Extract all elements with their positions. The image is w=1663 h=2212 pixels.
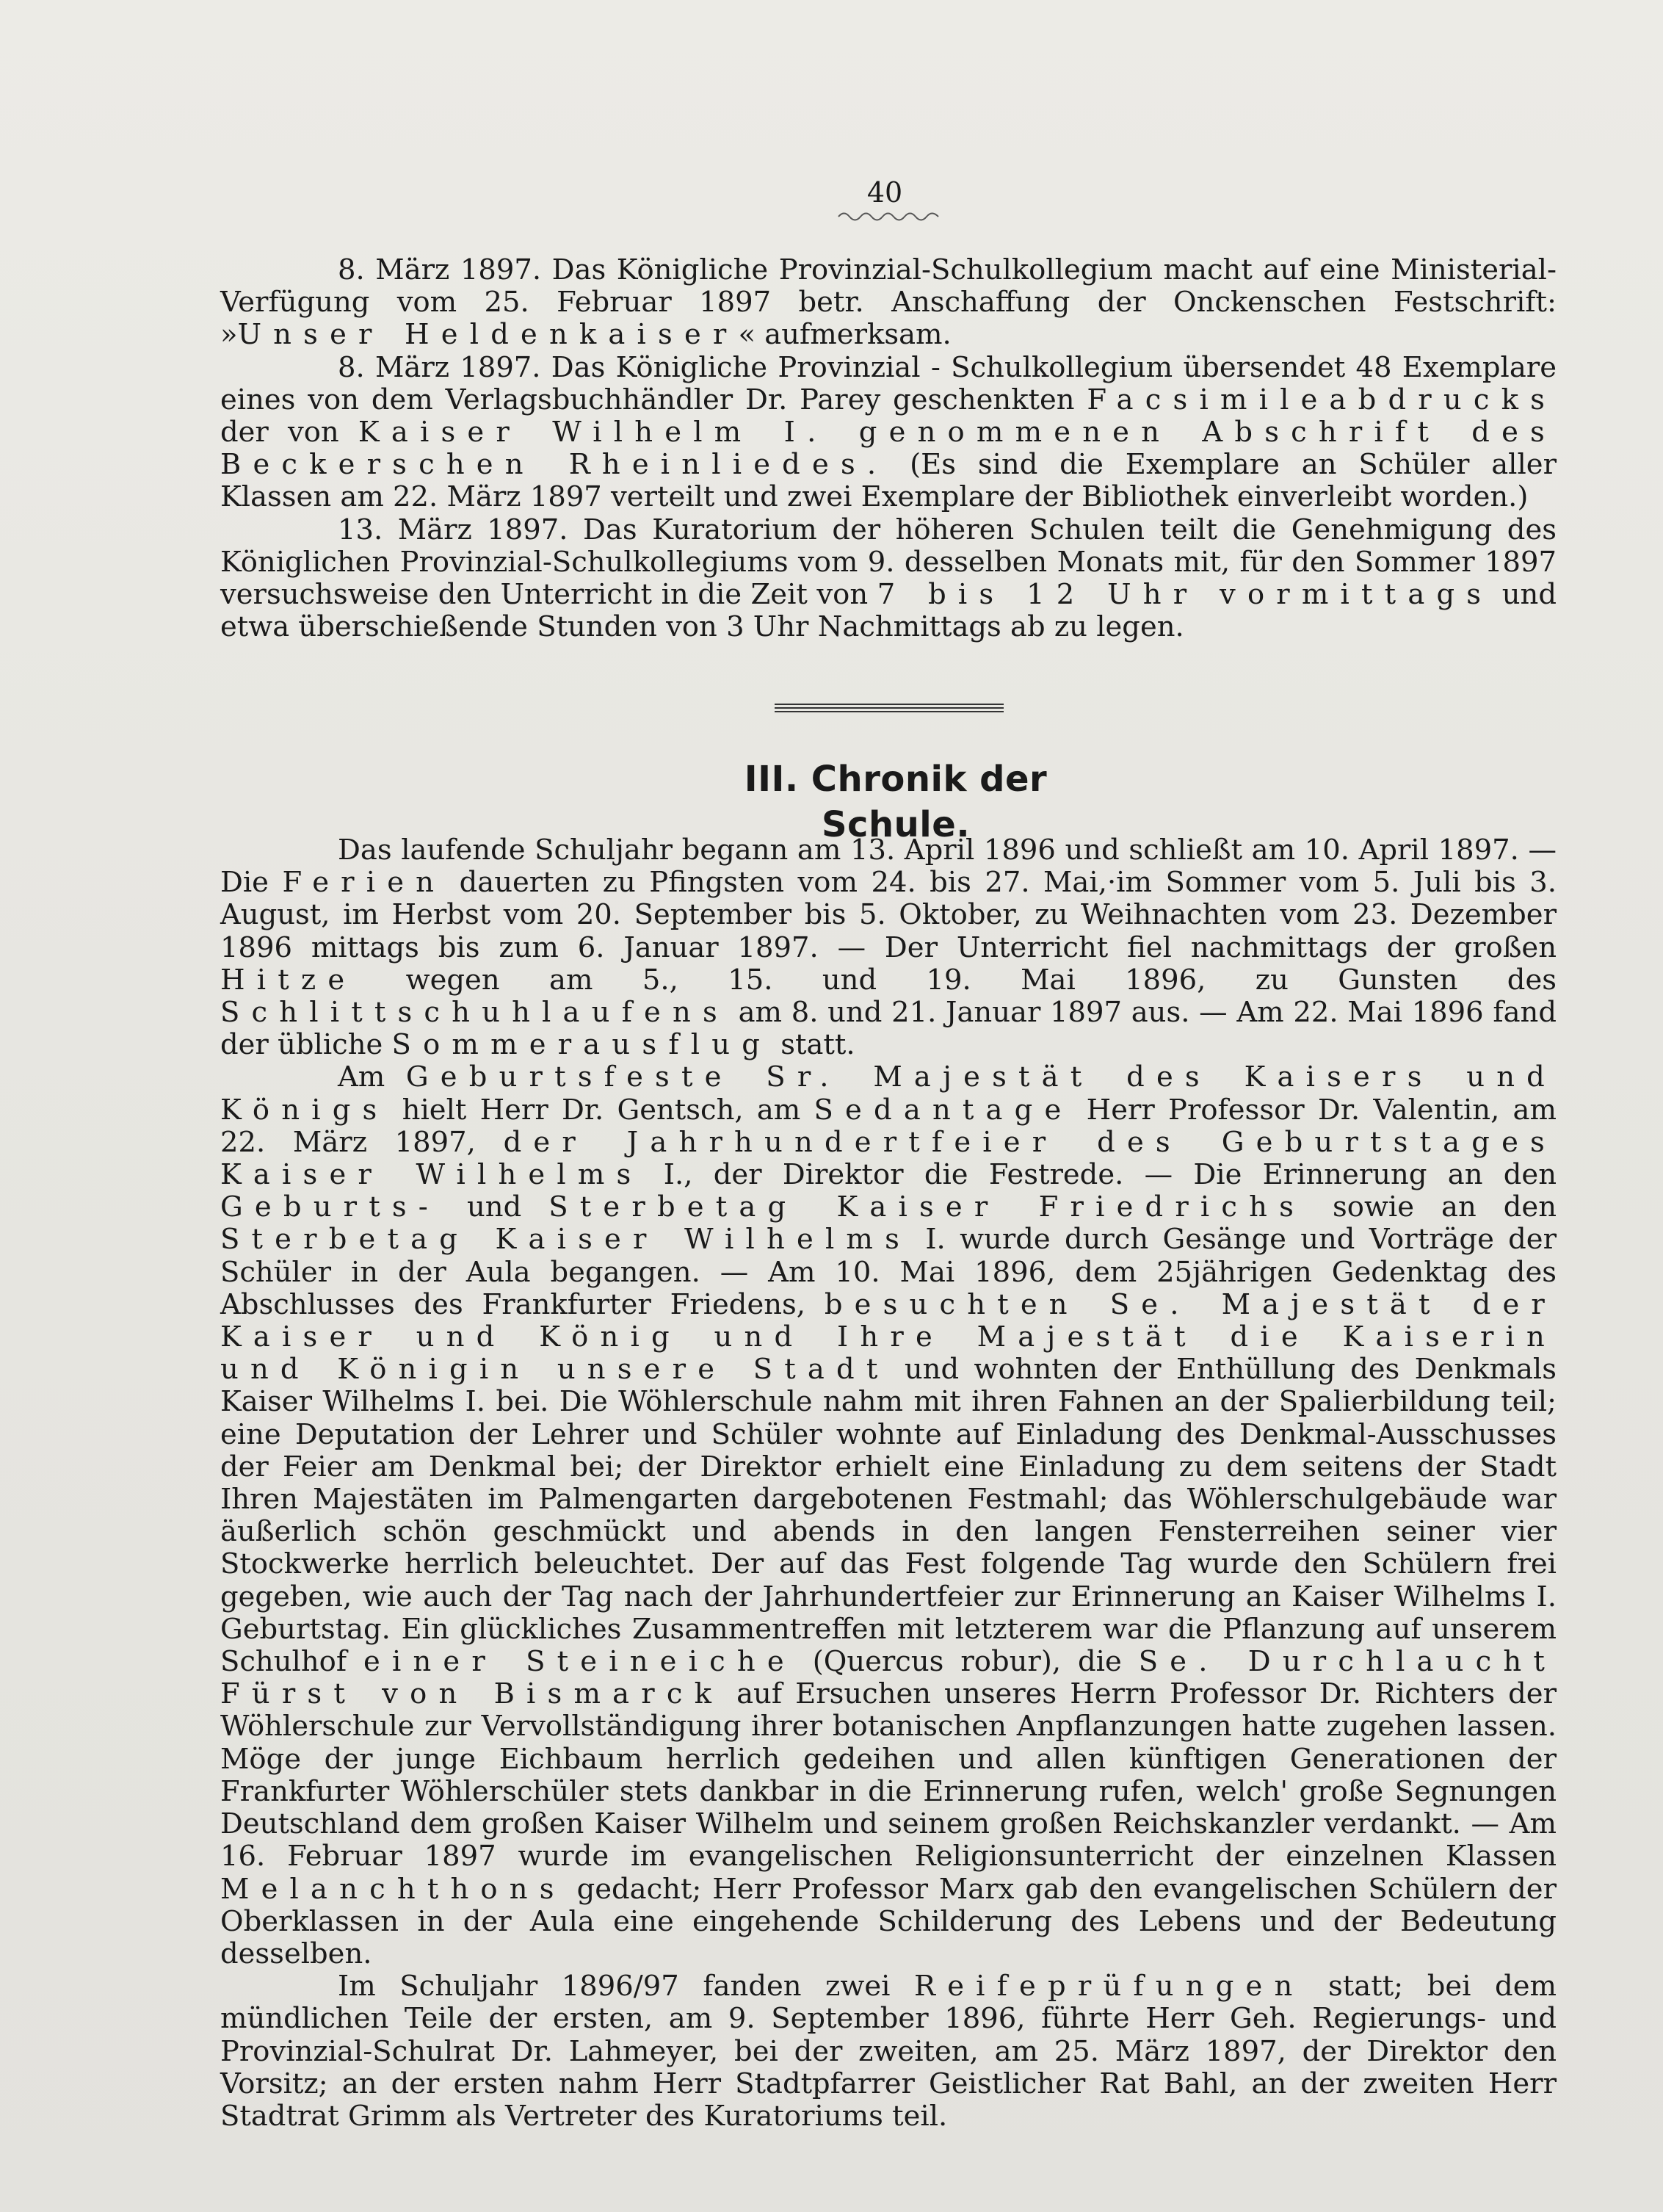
spaced-emphasis-text: Kaiser Wilhelm I. genommenen Abschrift des Beckerschen Rheinliedes. (220, 416, 1557, 482)
announcement-paragraph (220, 254, 1557, 352)
body-text: I., der Direktor die Festrede. — Die Erinnerung an den (642, 1158, 1557, 1192)
spaced-emphasis-text: einer Steineiche (363, 1645, 796, 1679)
body-text: statt. (772, 1028, 855, 1062)
spaced-emphasis-text: Sommerausflug (391, 1028, 772, 1062)
spaced-emphasis-text: Sterbetag Kaiser Friedrichs (548, 1190, 1306, 1224)
announcements-section (220, 254, 1557, 643)
spaced-emphasis-text: besuchten Se. Majestät der Kaiser und König und Ihre Majestät die Kaiserin und Königin unsere Stadt (220, 1287, 1557, 1387)
body-text: « aufmerksam. (738, 318, 952, 352)
body-text: der von (220, 416, 358, 449)
body-text: auf Ersuchen unseres Herrn Professor Dr. Richters der Wöhlerschule zur Vervollständigung ihrer botanischen Anpflanzungen hatte zugehen lassen. Möge der junge Eichbaum herrlich gedeihen und allen künftigen Generationen der Frankfurter Wöhlerschüler stets dankbar in die Erinnerung rufen, welch' große Segnungen Deutschland dem großen Kaiser Wilhelm und seinem großen Reichskanzler verdankt. — Am 16. Februar 1897 wurde im evangelischen Religionsunterricht der einzelnen Klassen (220, 1677, 1557, 1873)
body-text: am 8. und 21. Januar 1897 aus. — Am 22. Mai 1896 fand der übliche (220, 996, 1557, 1062)
spaced-emphasis-text: Hitze (220, 963, 357, 997)
body-text: statt; bei dem mündlichen Teile der ersten, am 9. September 1896, führte Herr Geh. Regierungs- und Provinzial-Schulrat Dr. Lahmeyer, bei der zweiten, am 25. März 1897, der Direktor den Vorsitz; an der ersten nahm Herr Stadtpfarrer Geistlicher Rat Bahl, an der zweiten Herr Stadtrat Grimm als Vertreter des Kuratoriums teil. (220, 1970, 1557, 2133)
announcement-paragraph (220, 514, 1557, 644)
spaced-emphasis-text: Sterbetag Kaiser Wilhelms (220, 1223, 912, 1257)
body-text: und (439, 1190, 549, 1224)
spaced-emphasis-text: Facsimileabdrucks (1087, 383, 1557, 416)
body-text: 13. März 1897. Das Kuratorium der höheren Schulen teilt die Genehmigung des Königlichen Provinzial-Schulkollegiums vom 9. desselben Monats mit, für den Sommer 1897 versuchsweise den Unterricht in die Zeit von (220, 513, 1557, 612)
chronicle-heading: III. Chronik der Schule. (744, 759, 1048, 845)
spaced-emphasis-text: Reifeprüfungen (914, 1970, 1305, 2003)
chronicle-section (220, 834, 1557, 2133)
body-text: Das laufende Schuljahr begann am 13. April 1896 und schließt am 10. April 1897. — Die (220, 834, 1557, 900)
body-text: (Es sind die Exemplare an Schüler aller Klassen am 22. März 1897 verteilt und zwei Exemplare der Bibliothek einverleibt worden.) (220, 448, 1557, 514)
body-text: und etwa überschießende Stunden von 3 Uhr Nachmittags ab zu legen. (220, 578, 1557, 644)
body-text: Am (338, 1060, 406, 1094)
section-divider-line (775, 711, 1004, 712)
body-text: gedacht; Herr Professor Marx gab den evangelischen Schülern der Oberklassen in der Aula eine eingehende Schilderung des Lebens und der Bedeutung desselben. (220, 1872, 1557, 1970)
section-divider (775, 704, 1004, 714)
body-text: 8. März 1897. Das Königliche Provinzial-Schulkollegium macht auf eine Ministerial-Verfügung vom 25. Februar 1897 betr. Anschaffung der Onckenschen Festschrift: » (220, 253, 1557, 352)
body-text: 8. März 1897. Das Königliche Provinzial - Schulkollegium übersendet 48 Exemplare eines von dem Verlagsbuchhändler Dr. Parey geschenkten (220, 350, 1557, 416)
body-text: Herr Professor Dr. Valentin, am 22. März 1897, (220, 1093, 1557, 1159)
page-number: 40 (866, 176, 903, 209)
announcement-paragraph (220, 352, 1557, 514)
spaced-emphasis-text: der Jahrhundertfeier des Geburtstages Kaiser Wilhelms (220, 1125, 1557, 1192)
chronicle-paragraph (220, 1970, 1557, 2133)
body-text: wegen am 5., 15. und 19. Mai 1896, zu Gunsten des (356, 963, 1557, 997)
spaced-emphasis-text: Schlittschuhlaufens (220, 996, 729, 1030)
wavy-underline-ornament (837, 210, 940, 223)
spaced-emphasis-text: Geburts- (220, 1190, 440, 1224)
section-divider-line (775, 707, 1004, 709)
body-text: und wohnten der Enthüllung des Denkmals Kaiser Wilhelms I. bei. Die Wöhlerschule nahm mit ihren Fahnen an der Spalierbildung teil; eine Deputation der Lehrer und Schüler wohnte auf Einladung des Denkmal-Ausschusses der Feier am Denkmal bei; der Direktor erhielt eine Einladung zu dem seitens der Stadt Ihren Majestäten im Palmengarten dargebotenen Festmahl; das Wöhlerschulgebäude war äußerlich schön geschmückt und abends in den langen Fensterreihen seiner vier Stockwerke herrlich beleuchtet. Der auf das Fest folgende Tag wurde den Schülern frei gegeben, wie auch der Tag nach der Jahrhundertfeier zur Erinnerung an Kaiser Wilhelms I. Geburtstag. Ein glückliches Zusammentreffen mit letzterem war die Pflanzung auf unserem Schulhof (220, 1353, 1557, 1679)
section-divider-line (775, 704, 1004, 705)
body-text: I. wurde durch Gesänge und Vorträge der Schüler in der Aula begangen. — Am 10. Mai 1896, dem 25jährigen Gedenktag des Abschlusses des Frankfurter Friedens, (220, 1223, 1557, 1321)
spaced-emphasis-text: Ferien (282, 866, 446, 900)
body-text: sowie an den (1305, 1190, 1557, 1224)
body-text: Im Schuljahr 1896/97 fanden zwei (338, 1970, 915, 2003)
spaced-emphasis-text: Sedantage (814, 1093, 1073, 1127)
body-text: hielt Herr Dr. Gentsch, am (388, 1093, 814, 1127)
body-text: dauerten zu Pfingsten vom 24. bis 27. Mai,·im Sommer vom 5. Juli bis 3. August, im Herbst vom 20. September bis 5. Oktober, zu Weihnachten vom 23. Dezember 1896 mittags bis zum 6. Januar 1897. — Der Unterricht fiel nachmittags der großen (220, 866, 1557, 964)
spaced-emphasis-text: 7 bis 12 Uhr vormittags (877, 578, 1493, 612)
spaced-emphasis-text: Se. Durchlaucht Fürst von Bismarck (220, 1645, 1557, 1711)
chronicle-paragraph (220, 1061, 1557, 1970)
chronicle-paragraph (220, 834, 1557, 1061)
spaced-emphasis-text: Unser Heldenkaiser (237, 318, 739, 352)
spaced-emphasis-text: Melanchthons (220, 1872, 566, 1906)
body-text: (Quercus robur), die (795, 1645, 1139, 1679)
spaced-emphasis-text: Geburtsfeste Sr. Majestät des Kaisers und Königs (220, 1060, 1557, 1127)
